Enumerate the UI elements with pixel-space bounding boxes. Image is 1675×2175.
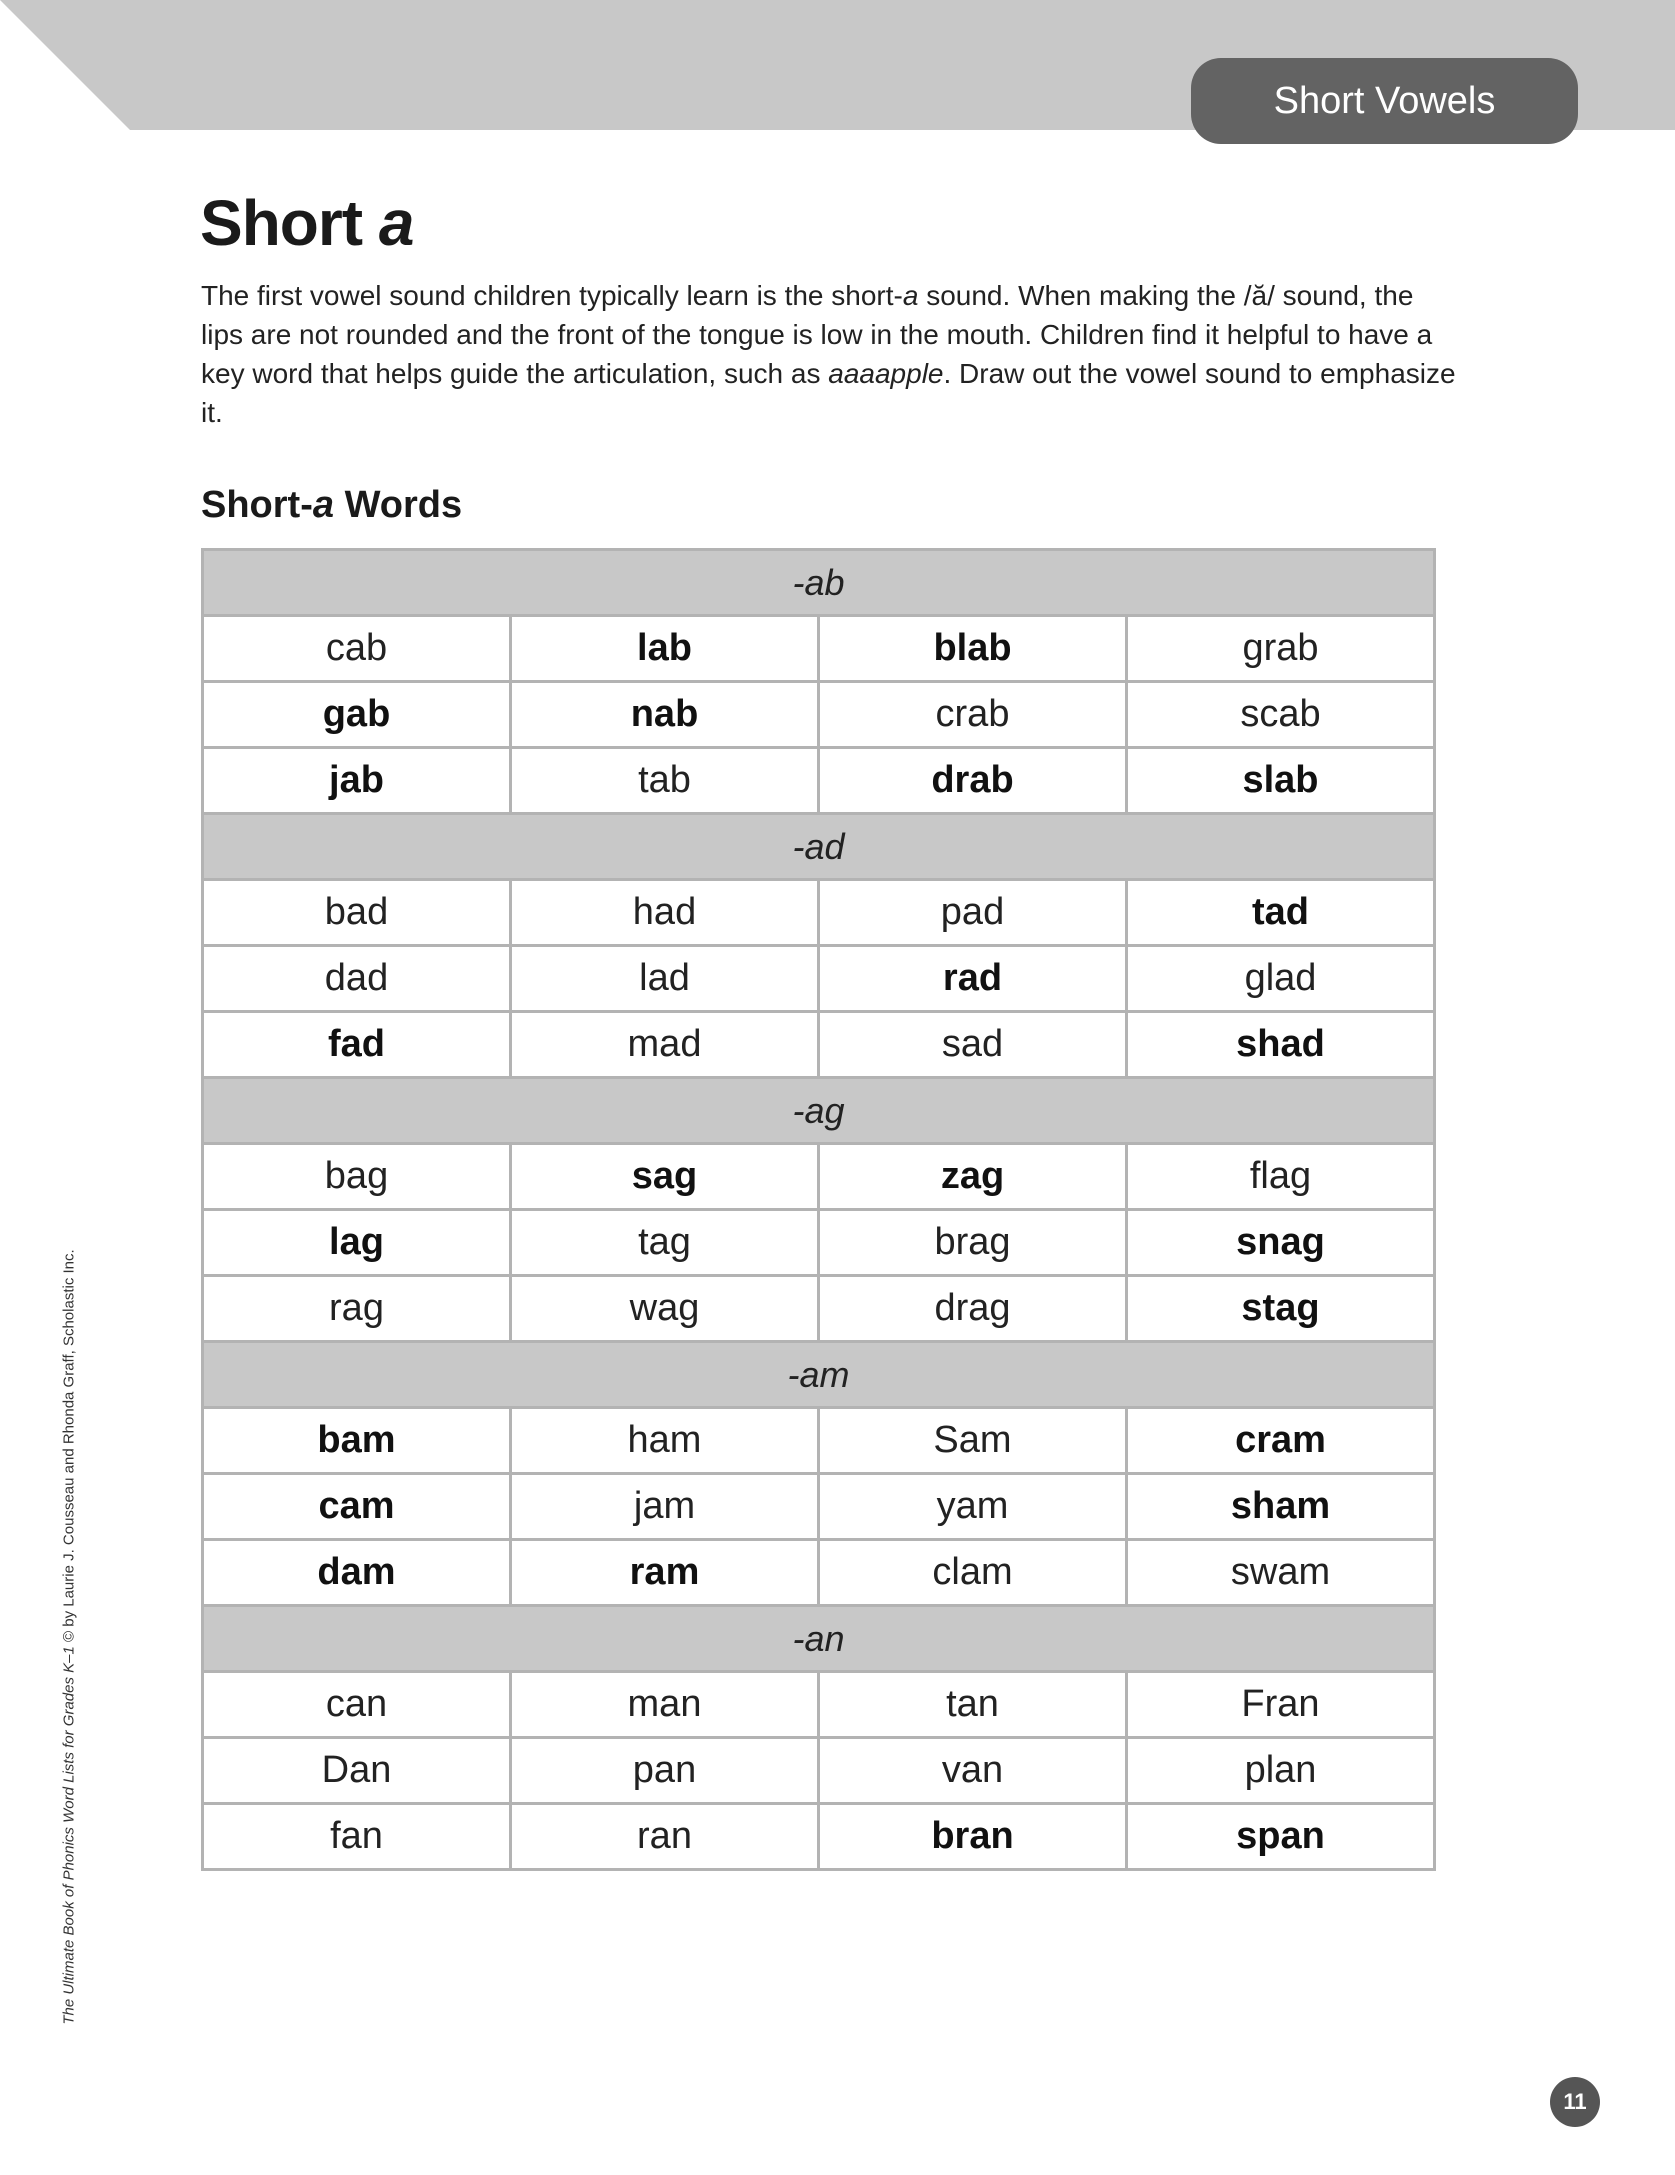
word-cell: jam: [511, 1474, 819, 1540]
subheading-rest: Words: [334, 484, 463, 526]
word-cell: bag: [203, 1144, 511, 1210]
word-cell: rad: [819, 946, 1127, 1012]
copyright-text: © by Laurie J. Cousseau and Rhonda Graff, Scholastic Inc.: [60, 1249, 78, 1647]
page-number-label: 11: [1563, 2089, 1587, 2114]
word-family-header-row: [203, 814, 1435, 880]
word-cell: drab: [819, 748, 1127, 814]
word-family-header-row: [203, 550, 1435, 616]
table-row: [203, 1144, 1435, 1210]
word-family-header-row: [203, 1078, 1435, 1144]
word-cell: tab: [511, 748, 819, 814]
word-cell: bad: [203, 880, 511, 946]
book-title: The Ultimate Book of Phonics Word Lists for Grades K–1: [60, 1646, 78, 2025]
word-cell: cam: [203, 1474, 511, 1540]
table-row: [203, 748, 1435, 814]
word-cell: tag: [511, 1210, 819, 1276]
subheading-vowel: a: [312, 484, 335, 526]
title-text: Short: [200, 187, 379, 259]
word-family-header-row: [203, 1342, 1435, 1408]
word-cell: yam: [819, 1474, 1127, 1540]
word-cell: Fran: [1127, 1672, 1435, 1738]
word-cell: grab: [1127, 616, 1435, 682]
word-cell: drag: [819, 1276, 1127, 1342]
copyright-notice: [61, 1249, 78, 2024]
word-cell: nab: [511, 682, 819, 748]
title-vowel: a: [378, 187, 414, 259]
subheading-bold: Short-: [201, 484, 313, 526]
word-cell: wag: [511, 1276, 819, 1342]
word-cell: dam: [203, 1540, 511, 1606]
word-family-label: -an: [203, 1606, 1435, 1672]
table-row: [203, 1540, 1435, 1606]
word-cell: shad: [1127, 1012, 1435, 1078]
word-cell: man: [511, 1672, 819, 1738]
word-cell: sag: [511, 1144, 819, 1210]
word-cell: zag: [819, 1144, 1127, 1210]
word-cell: van: [819, 1738, 1127, 1804]
word-cell: scab: [1127, 682, 1435, 748]
word-cell: can: [203, 1672, 511, 1738]
word-cell: pan: [511, 1738, 819, 1804]
word-cell: tad: [1127, 880, 1435, 946]
table-row: [203, 1012, 1435, 1078]
table-row: [203, 1474, 1435, 1540]
word-cell: span: [1127, 1804, 1435, 1870]
word-cell: blab: [819, 616, 1127, 682]
intro-keyword: aaaapple: [828, 358, 944, 389]
word-cell: brag: [819, 1210, 1127, 1276]
word-cell: jab: [203, 748, 511, 814]
word-cell: clam: [819, 1540, 1127, 1606]
word-cell: crab: [819, 682, 1127, 748]
word-cell: pad: [819, 880, 1127, 946]
intro-text-2: sound. When making the /ă/ sound, the lips are not rounded and the front of the tongue is low in the mouth. Children find it helpful to have a key word that helps guide the articulation, such as: [201, 280, 1433, 389]
word-cell: cram: [1127, 1408, 1435, 1474]
page-title: [200, 186, 413, 260]
table-row: [203, 1738, 1435, 1804]
intro-italic-a: a: [902, 280, 919, 311]
short-a-word-table: [201, 548, 1436, 1871]
word-cell: swam: [1127, 1540, 1435, 1606]
word-cell: flag: [1127, 1144, 1435, 1210]
table-row: [203, 946, 1435, 1012]
word-cell: mad: [511, 1012, 819, 1078]
table-row: [203, 616, 1435, 682]
word-cell: snag: [1127, 1210, 1435, 1276]
word-cell: lad: [511, 946, 819, 1012]
word-list-heading: [201, 484, 462, 527]
word-family-label: -am: [203, 1342, 1435, 1408]
table-row: [203, 1408, 1435, 1474]
word-cell: slab: [1127, 748, 1435, 814]
word-cell: ham: [511, 1408, 819, 1474]
word-cell: sham: [1127, 1474, 1435, 1540]
table-row: [203, 1210, 1435, 1276]
word-cell: bam: [203, 1408, 511, 1474]
word-family-label: -ab: [203, 550, 1435, 616]
table-row: [203, 880, 1435, 946]
word-cell: Sam: [819, 1408, 1127, 1474]
word-cell: plan: [1127, 1738, 1435, 1804]
word-cell: fan: [203, 1804, 511, 1870]
word-cell: lag: [203, 1210, 511, 1276]
word-cell: stag: [1127, 1276, 1435, 1342]
word-cell: fad: [203, 1012, 511, 1078]
word-cell: Dan: [203, 1738, 511, 1804]
word-cell: dad: [203, 946, 511, 1012]
word-cell: bran: [819, 1804, 1127, 1870]
word-cell: rag: [203, 1276, 511, 1342]
section-badge-label: Short Vowels: [1273, 79, 1496, 122]
word-cell: glad: [1127, 946, 1435, 1012]
word-cell: ran: [511, 1804, 819, 1870]
table-row: [203, 1804, 1435, 1870]
word-cell: sad: [819, 1012, 1127, 1078]
word-family-label: -ad: [203, 814, 1435, 880]
table-row: [203, 682, 1435, 748]
word-cell: lab: [511, 616, 819, 682]
word-family-header-row: [203, 1606, 1435, 1672]
section-badge: [1191, 58, 1578, 144]
intro-paragraph: [201, 276, 1461, 432]
word-cell: gab: [203, 682, 511, 748]
word-cell: ram: [511, 1540, 819, 1606]
page-number: [1550, 2077, 1600, 2127]
table-row: [203, 1672, 1435, 1738]
word-cell: tan: [819, 1672, 1127, 1738]
word-cell: cab: [203, 616, 511, 682]
word-cell: had: [511, 880, 819, 946]
intro-text-3: . Draw out the vowel sound to emphasize it.: [201, 358, 1456, 428]
word-family-label: -ag: [203, 1078, 1435, 1144]
table-row: [203, 1276, 1435, 1342]
intro-text-1: The first vowel sound children typically learn is the short-: [201, 280, 903, 311]
